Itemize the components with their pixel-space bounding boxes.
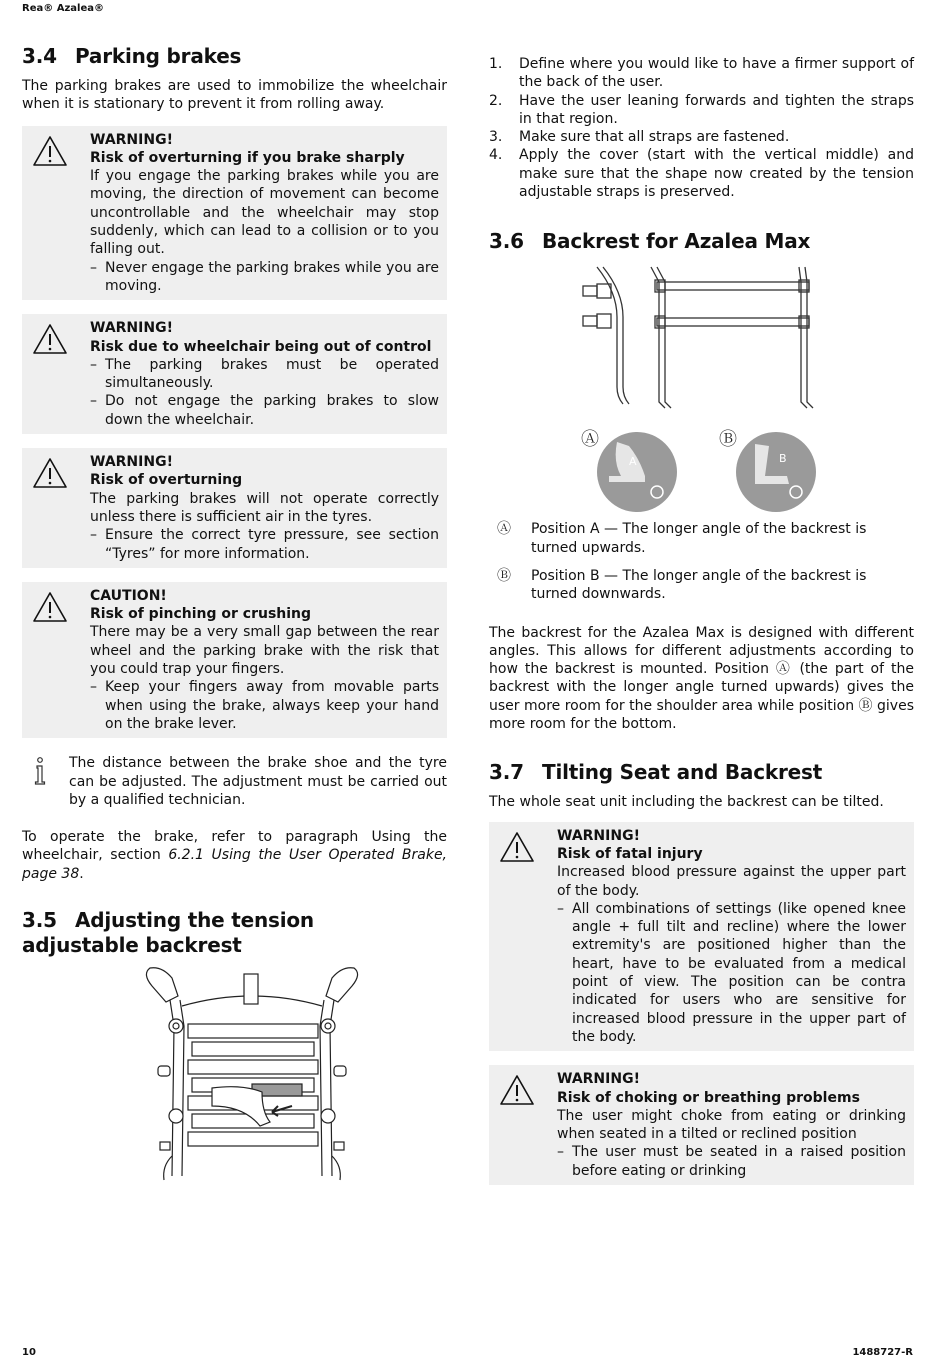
tension-backrest-illustration <box>132 966 372 1181</box>
section-3-7-heading: 3.7 Tilting Seat and Backrest <box>489 760 823 785</box>
warning-triangle-icon <box>499 1074 535 1106</box>
running-header: Rea® Azalea® <box>22 3 104 14</box>
warning-box-fatal-injury <box>489 822 914 1052</box>
warning-box-2 <box>22 314 447 434</box>
warning-triangle-icon <box>32 135 68 167</box>
info-icon <box>32 756 48 786</box>
position-b-key: Ⓑ <box>719 429 737 451</box>
section-3-7-intro: The whole seat unit including the backrest can be tilted. <box>489 794 884 811</box>
warning-subtitle: Risk of choking or breathing problems <box>557 1089 860 1106</box>
warning-box-choking <box>489 1065 914 1185</box>
page-number: 10 <box>22 1347 36 1358</box>
position-a-key: Ⓐ <box>581 429 599 451</box>
list-item: 2. Have the user leaning forwards and tighten the straps in that region. <box>489 92 914 127</box>
warning-label: WARNING! <box>557 827 640 844</box>
warning-bullet: – All combinations of settings (like opened knee angle + full tilt and recline) where the lower extremity's are positioned higher than the heart, have to be evaluated from a medical point of view. The position can be contra indicated for users who are sensitive for increased blood pressure in the upper part of the body. <box>557 900 906 1046</box>
section-3-6-body: The backrest for the Azalea Max is designed with different angles. This allows for different adjustments according to how the backrest is mounted. Position Ⓐ (the part of the backrest with the longer angle turned upwards) gives the user more room for the shoulder area while position Ⓑ gives more room for the bottom. <box>489 624 914 733</box>
warning-triangle-icon <box>32 457 68 489</box>
warning-body: The user might choke from eating or drinking when seated in a tilted or reclined position <box>557 1107 906 1143</box>
warning-box-3 <box>22 448 447 568</box>
warning-bullet: – Ensure the correct tyre pressure, see section “Tyres” for more information. <box>90 526 439 563</box>
warning-label: WARNING! <box>90 131 173 148</box>
caution-body: There may be a very small gap between the rear wheel and the parking brake with the risk that you could trap your fingers. <box>90 624 439 678</box>
list-item: 3. Make sure that all straps are fastened. <box>489 129 790 146</box>
warning-box-1 <box>22 126 447 301</box>
section-3-4-intro: The parking brakes are used to immobilize the wheelchair when it is stationary to prevent it from rolling away. <box>22 78 447 113</box>
legend-item-a: Ⓐ Position A — The longer angle of the backrest is turned upwards. <box>497 521 867 556</box>
backrest-frame-illustration <box>489 262 914 512</box>
warning-label: WARNING! <box>557 1071 640 1088</box>
document-code: 1488727-R <box>852 1347 913 1358</box>
warning-body: Increased blood pressure against the upper part of the body. <box>557 864 906 899</box>
info-note: The distance between the brake shoe and the tyre can be adjusted. The adjustment must be carried out by a qualified technician. <box>22 754 447 809</box>
warning-bullet: – Do not engage the parking brakes to slow down the wheelchair. <box>90 392 439 429</box>
section-3-4-heading: 3.4 Parking brakes <box>22 44 242 68</box>
warning-subtitle: Risk of fatal injury <box>557 845 703 862</box>
warning-triangle-icon <box>32 591 68 623</box>
legend-item-b: Ⓑ Position B — The longer angle of the backrest is turned downwards. <box>497 567 867 603</box>
left-column <box>22 44 447 966</box>
warning-triangle-icon <box>499 831 535 863</box>
caution-label: CAUTION! <box>90 587 167 604</box>
svg-text:B: B <box>779 452 787 466</box>
svg-text:A: A <box>629 455 637 469</box>
operate-brake-paragraph: To operate the brake, refer to paragraph Using the wheelchair, section 6.2.1 Using the User Operated Brake, page 38. <box>22 829 448 882</box>
position-a-icon <box>597 432 677 512</box>
warning-body: If you engage the parking brakes while you are moving, the direction of movement can become uncontrollable and the wheelchair may stop suddenly, which can lead to a collision or to you falling out. <box>90 168 439 258</box>
warning-bullet: – The user must be seated in a raised position before eating or drinking <box>557 1143 906 1180</box>
caution-box <box>22 582 447 738</box>
caution-subtitle: Risk of pinching or crushing <box>90 606 312 623</box>
list-item: 1. Define where you would like to have a firmer support of the back of the user. <box>489 56 914 91</box>
warning-subtitle: Risk of overturning if you brake sharply <box>90 149 405 166</box>
section-3-5-heading: 3.5 Adjusting the tension adjustable backrest <box>22 907 314 957</box>
warning-body: The parking brakes will not operate correctly unless there is sufficient air in the tyres. <box>90 490 439 525</box>
warning-subtitle: Risk of overturning <box>90 472 243 489</box>
tension-adjust-steps <box>489 55 914 201</box>
warning-triangle-icon <box>32 323 68 355</box>
warning-subtitle: Risk due to wheelchair being out of control <box>90 338 432 355</box>
position-b-icon <box>736 432 816 512</box>
warning-bullet: – Never engage the parking brakes while you are moving. <box>90 259 439 296</box>
list-item: 4. Apply the cover (start with the vertical middle) and make sure that the shape now created by the tension adjustable straps is preserved. <box>489 147 914 201</box>
right-column <box>489 55 914 1185</box>
caution-bullet: – Keep your fingers away from movable parts when using the brake, always keep your hand on the brake lever. <box>90 678 439 733</box>
section-3-6-heading: 3.6 Backrest for Azalea Max <box>489 229 811 254</box>
warning-label: WARNING! <box>90 454 173 471</box>
warning-label: WARNING! <box>90 320 173 337</box>
cross-reference: 6.2.1 Using the User Operated Brake, page 38 <box>22 847 448 882</box>
warning-bullet: – The parking brakes must be operated simultaneously. <box>90 356 439 393</box>
